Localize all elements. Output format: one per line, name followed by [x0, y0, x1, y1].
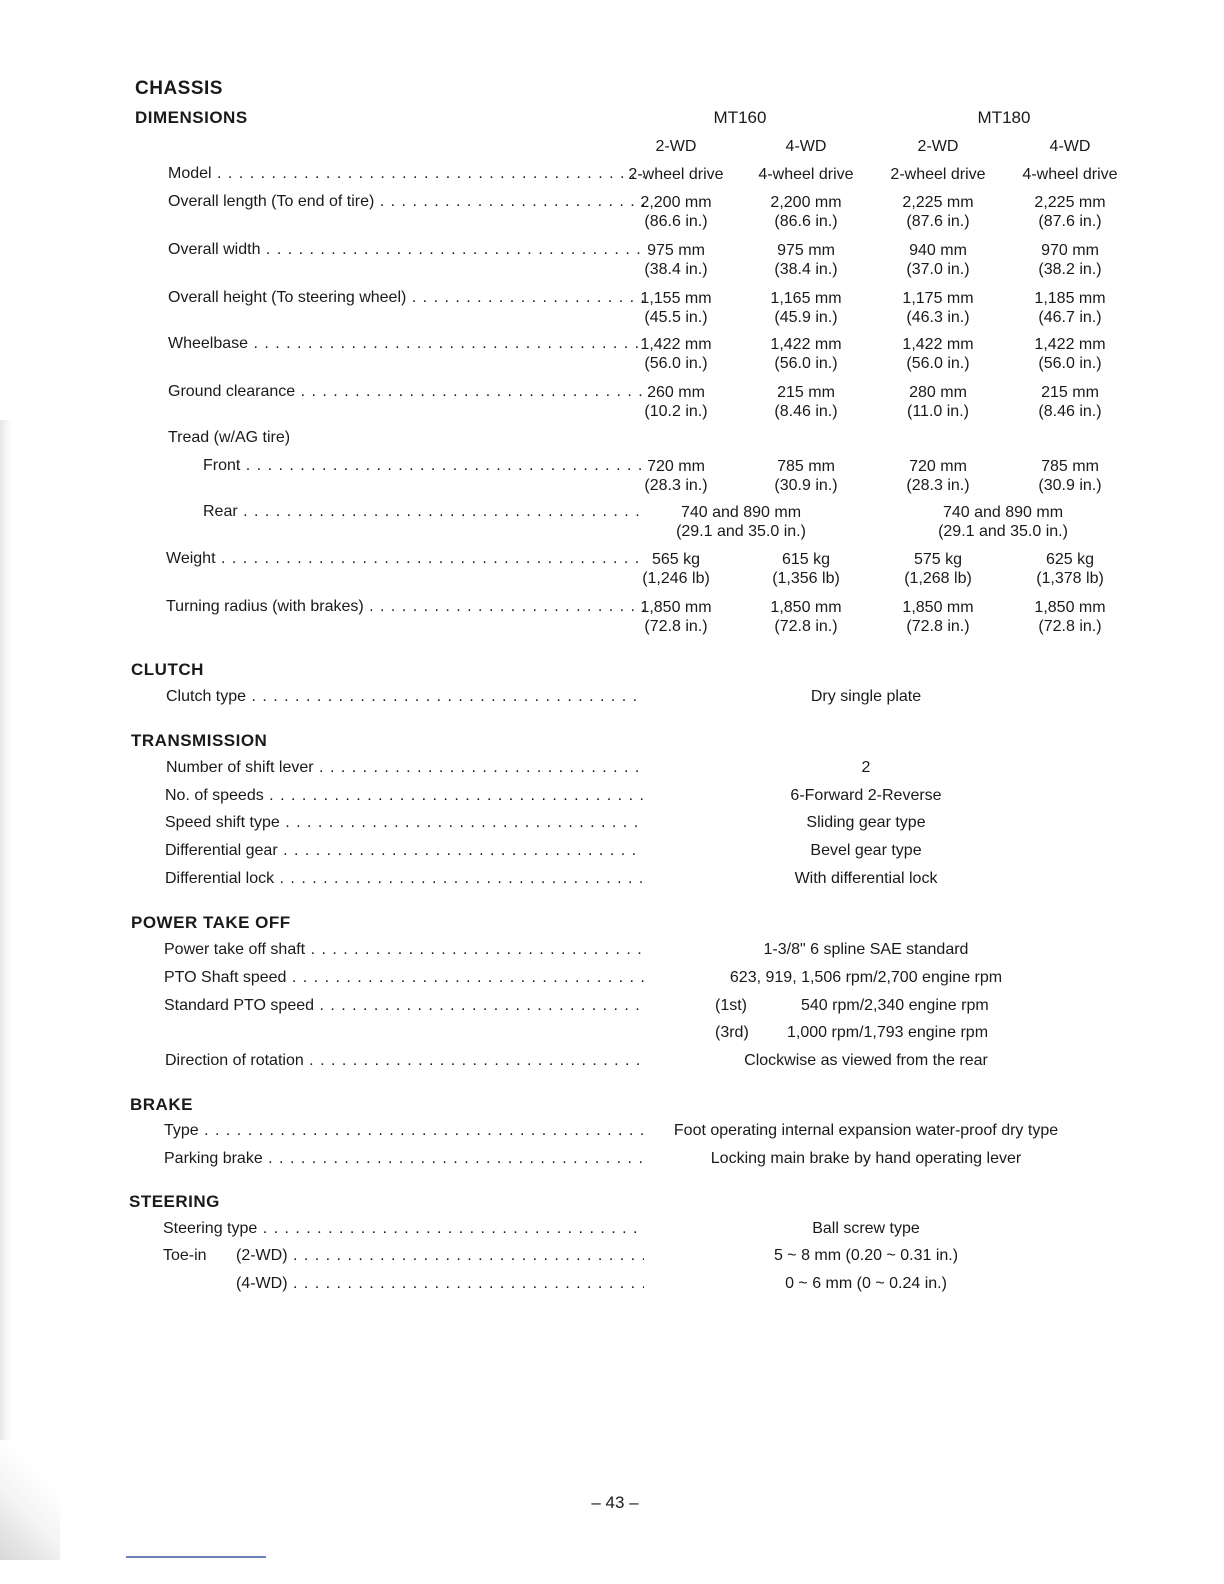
spec-value: 1,155 mm (45.5 in.) [640, 290, 712, 326]
dimensions-heading: DIMENSIONS [135, 108, 248, 127]
drive-header: 2-WD [655, 138, 697, 155]
spec-label: Front . . . [203, 457, 644, 475]
spec-label: Parking brake . . . [164, 1150, 644, 1168]
spec-value: 1,165 mm (45.9 in.) [770, 290, 842, 326]
brake-heading: BRAKE [130, 1095, 193, 1114]
pto-speed-3rd: 1,000 rpm/1,793 engine rpm [787, 1024, 989, 1041]
spec-label: Model . . . [168, 165, 644, 183]
spec-label: Overall width . . . [168, 241, 644, 259]
bottom-rule [126, 1556, 266, 1558]
spec-value: 1,422 mm (56.0 in.) [1034, 336, 1106, 372]
spec-label: Overall length (To end of tire) . . . [168, 193, 644, 211]
spec-value: 2,200 mm (86.6 in.) [640, 194, 712, 230]
spec-value: Bevel gear type [810, 842, 922, 859]
spec-label: Differential gear . . . [165, 842, 644, 860]
pto-heading: POWER TAKE OFF [131, 913, 291, 932]
spec-value: 785 mm (30.9 in.) [1038, 458, 1102, 494]
spec-value: 1,422 mm (56.0 in.) [902, 336, 974, 372]
spec-label: PTO Shaft speed . . . [164, 969, 644, 987]
spec-label: Number of shift lever . . . [166, 759, 644, 777]
transmission-heading: TRANSMISSION [131, 731, 268, 750]
spec-value: 280 mm (11.0 in.) [907, 384, 969, 420]
steering-heading: STEERING [129, 1192, 220, 1211]
scan-corner-shadow [0, 1440, 60, 1560]
spec-label: Ground clearance . . . [168, 383, 644, 401]
spec-label: (2-WD) . . . [236, 1247, 644, 1265]
spec-value: Foot operating internal expansion water-proof dry type [673, 1122, 1059, 1139]
spec-value: 2-wheel drive [628, 166, 724, 183]
spec-value: With differential lock [794, 870, 938, 887]
spec-value: 260 mm (10.2 in.) [644, 384, 708, 420]
spec-value: 1,850 mm (72.8 in.) [1034, 599, 1106, 635]
spec-label: No. of speeds . . . [165, 787, 644, 805]
spec-value: 720 mm (28.3 in.) [644, 458, 708, 494]
spec-value: 0 ~ 6 mm (0 ~ 0.24 in.) [785, 1275, 947, 1292]
spec-value: 1,850 mm (72.8 in.) [640, 599, 712, 635]
spec-label: Differential lock . . . [165, 870, 644, 888]
spec-value: 1,422 mm (56.0 in.) [770, 336, 842, 372]
spec-value: 4-wheel drive [758, 166, 854, 183]
spec-value: 1,185 mm (46.7 in.) [1034, 290, 1106, 326]
scan-edge-shadow [0, 420, 12, 1520]
clutch-heading: CLUTCH [131, 660, 204, 679]
spec-value: 1,850 mm (72.8 in.) [902, 599, 974, 635]
spec-label: Overall height (To steering wheel) . . . [168, 289, 644, 307]
spec-value: Clockwise as viewed from the rear [744, 1052, 988, 1069]
spec-value: Locking main brake by hand operating lever [710, 1150, 1022, 1167]
pto-gear-3rd: (3rd) [715, 1024, 749, 1041]
spec-value: 740 and 890 mm (29.1 and 35.0 in.) [938, 504, 1068, 540]
spec-value: Dry single plate [810, 688, 922, 705]
model-mt180-header: MT180 [977, 108, 1031, 127]
spec-label: (4-WD) . . . [236, 1275, 644, 1293]
spec-value: 720 mm (28.3 in.) [906, 458, 970, 494]
spec-value: 1,175 mm (46.3 in.) [902, 290, 974, 326]
drive-header: 4-WD [1049, 138, 1091, 155]
spec-value: 4-wheel drive [1022, 166, 1118, 183]
page-title: CHASSIS [135, 78, 223, 99]
spec-value: 2,225 mm (87.6 in.) [902, 194, 974, 230]
spec-value: 615 kg (1,356 lb) [772, 551, 840, 587]
pto-speed-1st: 540 rpm/2,340 engine rpm [801, 997, 989, 1014]
spec-value: 740 and 890 mm (29.1 and 35.0 in.) [676, 504, 806, 540]
spec-value: 1-3/8" 6 spline SAE standard [763, 941, 969, 958]
spec-value: 785 mm (30.9 in.) [774, 458, 838, 494]
pto-gear-1st: (1st) [715, 997, 747, 1014]
drive-header: 4-WD [785, 138, 827, 155]
spec-value: 575 kg (1,268 lb) [904, 551, 972, 587]
spec-label: Speed shift type . . . [165, 814, 644, 832]
spec-label: Standard PTO speed . . . [164, 997, 644, 1015]
spec-value: 625 kg (1,378 lb) [1036, 551, 1104, 587]
spec-value: 975 mm (38.4 in.) [774, 242, 838, 278]
spec-value: 623, 919, 1,506 rpm/2,700 engine rpm [729, 969, 1003, 986]
spec-value: 970 mm (38.2 in.) [1038, 242, 1102, 278]
spec-value: 6-Forward 2-Reverse [790, 787, 942, 804]
spec-label: Steering type . . . [163, 1220, 644, 1238]
page-number: – 43 – [591, 1493, 639, 1512]
spec-value: 215 mm (8.46 in.) [1038, 384, 1102, 420]
tread-label: Tread (w/AG tire) [168, 429, 291, 446]
drive-header: 2-WD [917, 138, 959, 155]
spec-value: Sliding gear type [806, 814, 926, 831]
spec-value: 1,850 mm (72.8 in.) [770, 599, 842, 635]
spec-label: Wheelbase . . . [168, 335, 644, 353]
spec-value: 565 kg (1,246 lb) [642, 551, 710, 587]
spec-value: Ball screw type [812, 1220, 920, 1237]
spec-value: 2-wheel drive [890, 166, 986, 183]
spec-label: Clutch type . . . [166, 688, 644, 706]
model-mt160-header: MT160 [713, 108, 767, 127]
spec-label: Rear . . . [203, 503, 644, 521]
spec-value: 2,200 mm (86.6 in.) [770, 194, 842, 230]
spec-label: Power take off shaft . . . [164, 941, 644, 959]
spec-label: Turning radius (with brakes) . . . [166, 598, 644, 616]
spec-value: 940 mm (37.0 in.) [906, 242, 970, 278]
spec-label: Type . . . [164, 1122, 644, 1140]
spec-label: Toe-in [163, 1247, 207, 1264]
spec-label: Direction of rotation . . . [165, 1052, 644, 1070]
spec-value: 1,422 mm (56.0 in.) [640, 336, 712, 372]
spec-value: 2,225 mm (87.6 in.) [1034, 194, 1106, 230]
spec-label: Weight . . . [166, 550, 644, 568]
spec-value: 975 mm (38.4 in.) [644, 242, 708, 278]
spec-value: 2 [861, 759, 871, 776]
spec-value: 5 ~ 8 mm (0.20 ~ 0.31 in.) [773, 1247, 959, 1264]
spec-value: 215 mm (8.46 in.) [774, 384, 838, 420]
